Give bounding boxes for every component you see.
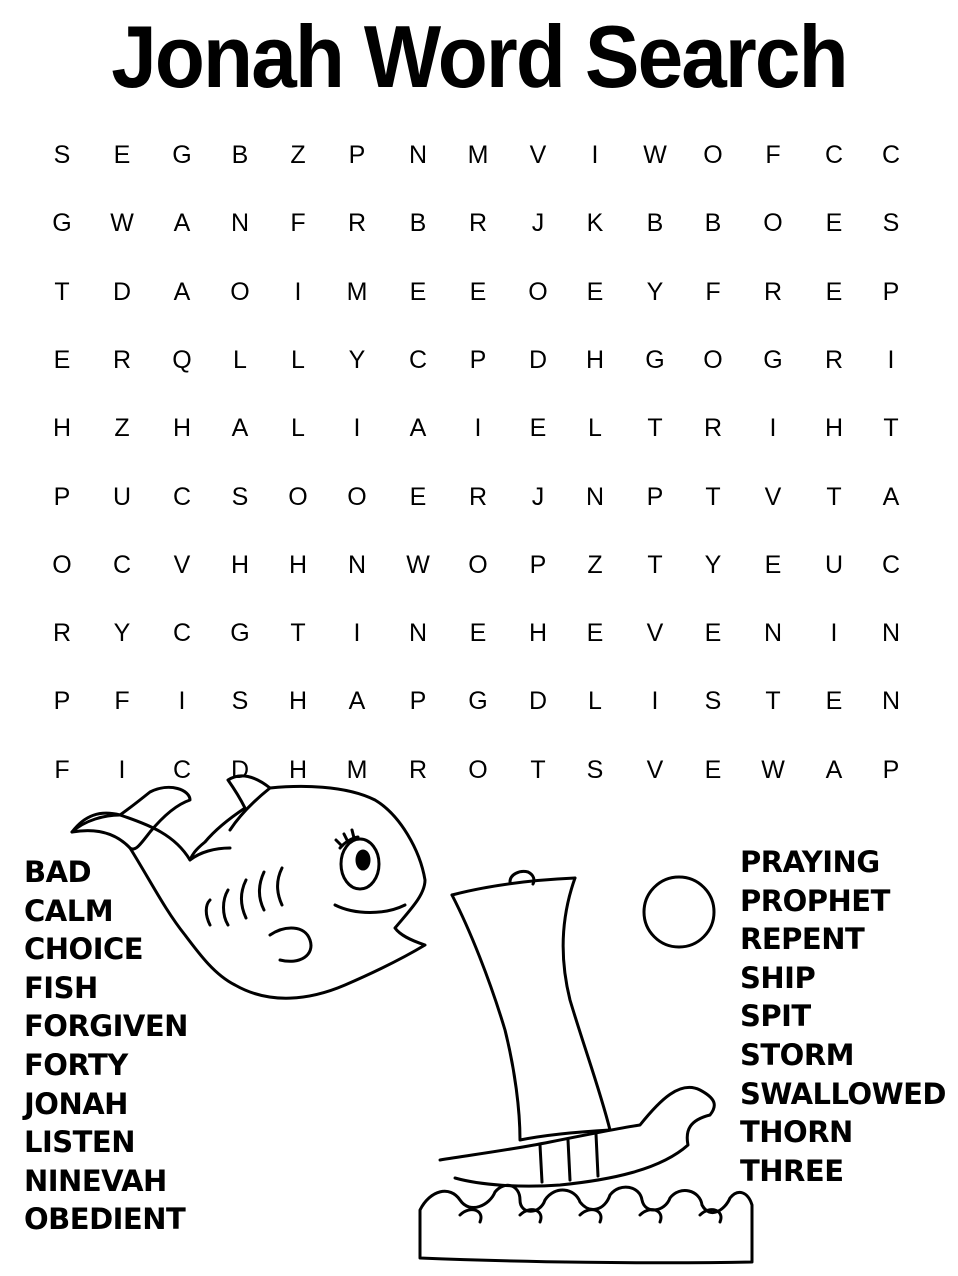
- word-list-item: JONAH: [24, 1086, 128, 1121]
- grid-cell: H: [288, 755, 308, 784]
- grid-cell: C: [881, 550, 901, 579]
- grid-cell: A: [882, 482, 900, 511]
- grid-cell: I: [651, 687, 659, 716]
- word-list-item: THORN: [740, 1115, 853, 1150]
- grid-cell: E: [825, 209, 843, 238]
- grid-cell: P: [882, 277, 900, 306]
- grid-cell: E: [586, 619, 604, 648]
- grid-cell: O: [703, 345, 723, 374]
- grid-cell: E: [409, 277, 427, 306]
- grid-cell: M: [346, 755, 368, 784]
- word-list-item: CALM: [24, 893, 114, 928]
- grid-cell: R: [347, 209, 367, 238]
- grid-cell: I: [353, 414, 361, 443]
- grid-cell: M: [467, 141, 489, 169]
- grid-cell: J: [531, 209, 545, 238]
- grid-cell: W: [761, 755, 785, 784]
- word-list-item: FORTY: [24, 1047, 128, 1082]
- word-list-item: SWALLOWED: [740, 1076, 946, 1111]
- word-list-item: FISH: [24, 970, 98, 1005]
- grid-cell: Z: [114, 414, 130, 443]
- grid-cell: E: [529, 414, 547, 443]
- grid-cell: P: [409, 687, 427, 716]
- word-list-item: BAD: [24, 855, 92, 889]
- grid-cell: H: [230, 550, 250, 579]
- grid-cell: E: [586, 277, 604, 306]
- grid-cell: E: [704, 619, 722, 648]
- page-title: Jonah Word Search: [111, 7, 847, 106]
- grid-cell: H: [52, 414, 72, 443]
- grid-cell: I: [353, 619, 361, 648]
- grid-cell: C: [408, 345, 428, 374]
- grid-cell: I: [294, 277, 302, 306]
- grid-cell: I: [591, 141, 599, 169]
- grid-cell: W: [110, 209, 134, 238]
- grid-cell: S: [53, 141, 71, 169]
- grid-cell: K: [586, 209, 604, 238]
- grid-cell: L: [588, 414, 602, 443]
- word-list-item: CHOICE: [24, 932, 144, 967]
- word-list-item: PROPHET: [740, 883, 890, 918]
- grid-cell: T: [54, 277, 70, 306]
- grid-cell: T: [530, 755, 546, 784]
- grid-cell: O: [52, 550, 72, 579]
- grid-cell: A: [409, 414, 427, 443]
- word-list-item: LISTEN: [24, 1125, 136, 1160]
- grid-cell: S: [704, 687, 722, 716]
- grid-cell: T: [826, 482, 842, 511]
- grid-cell: F: [54, 755, 70, 784]
- grid-cell: T: [883, 414, 899, 443]
- grid-cell: P: [529, 550, 547, 579]
- grid-cell: D: [528, 345, 548, 374]
- grid-cell: E: [704, 755, 722, 784]
- grid-cell: I: [887, 345, 895, 374]
- grid-cell: R: [763, 277, 783, 306]
- word-list-item: FORGIVEN: [24, 1009, 188, 1044]
- sailboat-illustration: [420, 871, 752, 1262]
- grid-cell: W: [643, 141, 667, 169]
- grid-cell: L: [588, 687, 602, 716]
- grid-cell: G: [230, 619, 250, 648]
- grid-cell: O: [468, 755, 488, 784]
- grid-cell: T: [705, 482, 721, 511]
- grid-cell: C: [112, 550, 132, 579]
- grid-cell: E: [469, 619, 487, 648]
- grid-cell: S: [586, 755, 604, 784]
- grid-cell: F: [705, 277, 721, 306]
- grid-cell: C: [881, 141, 901, 169]
- grid-cell: R: [824, 345, 844, 374]
- grid-cell: C: [172, 619, 192, 648]
- grid-cell: L: [291, 414, 305, 443]
- grid-cell: I: [118, 755, 126, 784]
- grid-cell: B: [704, 209, 722, 238]
- grid-cell: F: [114, 687, 130, 716]
- grid-cell: N: [230, 209, 250, 238]
- grid-cell: F: [765, 141, 781, 169]
- grid-cell: P: [53, 687, 71, 716]
- grid-cell: O: [288, 482, 308, 511]
- grid-cell: N: [763, 619, 783, 648]
- grid-cell: G: [645, 345, 665, 374]
- grid-cell: R: [408, 755, 428, 784]
- grid-cell: Y: [348, 345, 366, 374]
- grid-cell: H: [585, 345, 605, 374]
- grid-cell: D: [528, 687, 548, 716]
- grid-cell: B: [646, 209, 664, 238]
- word-list-item: SHIP: [740, 960, 816, 995]
- grid-cell: E: [469, 277, 487, 306]
- grid-cell: P: [646, 482, 664, 511]
- grid-cell: H: [824, 414, 844, 443]
- grid-cell: P: [882, 755, 900, 784]
- grid-cell: O: [703, 141, 723, 169]
- grid-cell: V: [646, 755, 664, 784]
- grid-cell: G: [52, 209, 72, 238]
- sun-illustration: [644, 877, 714, 947]
- word-list-item: STORM: [740, 1037, 855, 1072]
- grid-cell: V: [646, 619, 664, 648]
- word-list-item: PRAYING: [740, 845, 880, 879]
- grid-cell: N: [881, 619, 901, 648]
- grid-cell: P: [469, 345, 487, 374]
- grid-cell: G: [763, 345, 783, 374]
- grid-cell: Z: [290, 141, 306, 169]
- grid-cell: S: [882, 209, 900, 238]
- grid-cell: N: [585, 482, 605, 511]
- grid-cell: Y: [113, 619, 131, 648]
- grid-cell: E: [409, 482, 427, 511]
- grid-cell: A: [825, 755, 843, 784]
- grid-cell: P: [348, 141, 366, 169]
- grid-cell: E: [825, 277, 843, 306]
- grid-cell: E: [764, 550, 782, 579]
- whale-illustration: [72, 776, 425, 998]
- grid-cell: H: [528, 619, 548, 648]
- word-list-item: NINEVAH: [24, 1163, 167, 1198]
- word-list-item: SPIT: [740, 999, 811, 1034]
- grid-cell: P: [53, 482, 71, 511]
- grid-cell: S: [231, 482, 249, 511]
- grid-cell: H: [288, 687, 308, 716]
- grid-cell: U: [824, 550, 844, 579]
- grid-cell: R: [112, 345, 132, 374]
- grid-cell: D: [112, 277, 132, 306]
- grid-cell: I: [830, 619, 838, 648]
- grid-cell: O: [528, 277, 548, 306]
- grid-cell: W: [406, 550, 430, 579]
- grid-cell: A: [173, 209, 191, 238]
- grid-cell: E: [825, 687, 843, 716]
- grid-cell: I: [178, 687, 186, 716]
- grid-cell: F: [290, 209, 306, 238]
- grid-cell: A: [348, 687, 366, 716]
- grid-cell: Z: [587, 550, 603, 579]
- grid-cell: T: [290, 619, 306, 648]
- grid-cell: T: [647, 550, 663, 579]
- word-list-item: REPENT: [740, 922, 865, 957]
- grid-cell: V: [173, 550, 191, 579]
- grid-cell: G: [468, 687, 488, 716]
- grid-cell: N: [881, 687, 901, 716]
- grid-cell: N: [408, 141, 428, 169]
- grid-cell: H: [172, 414, 192, 443]
- grid-cell: L: [233, 345, 247, 374]
- word-list-item: OBEDIENT: [24, 1202, 186, 1237]
- grid-cell: C: [172, 755, 192, 784]
- grid-cell: E: [53, 345, 71, 374]
- grid-cell: V: [764, 482, 782, 511]
- grid-cell: U: [112, 482, 132, 511]
- grid-cell: H: [288, 550, 308, 579]
- grid-cell: R: [468, 209, 488, 238]
- grid-cell: N: [347, 550, 367, 579]
- grid-cell: D: [230, 755, 250, 784]
- grid-cell: B: [409, 209, 427, 238]
- grid-cell: C: [172, 482, 192, 511]
- grid-cell: A: [231, 414, 249, 443]
- grid-cell: T: [647, 414, 663, 443]
- grid-cell: O: [468, 550, 488, 579]
- grid-cell: I: [769, 414, 777, 443]
- grid-cell: O: [347, 482, 367, 511]
- grid-cell: A: [173, 277, 191, 306]
- grid-cell: B: [231, 141, 249, 169]
- grid-cell: I: [474, 414, 482, 443]
- grid-cell: C: [824, 141, 844, 169]
- grid-cell: R: [703, 414, 723, 443]
- grid-cell: N: [408, 619, 428, 648]
- grid-cell: O: [230, 277, 250, 306]
- grid-cell: Y: [704, 550, 722, 579]
- grid-cell: E: [113, 141, 131, 169]
- grid-cell: J: [531, 482, 545, 511]
- word-list-item: THREE: [740, 1153, 844, 1188]
- grid-cell: Y: [646, 277, 664, 306]
- grid-cell: M: [346, 277, 368, 306]
- grid-cell: G: [172, 141, 192, 169]
- grid-cell: V: [529, 141, 547, 169]
- grid-cell: R: [52, 619, 72, 648]
- grid-cell: S: [231, 687, 249, 716]
- grid-cell: Q: [172, 345, 192, 374]
- grid-cell: T: [765, 687, 781, 716]
- grid-cell: R: [468, 482, 488, 511]
- grid-cell: L: [291, 345, 305, 374]
- grid-cell: O: [763, 209, 783, 238]
